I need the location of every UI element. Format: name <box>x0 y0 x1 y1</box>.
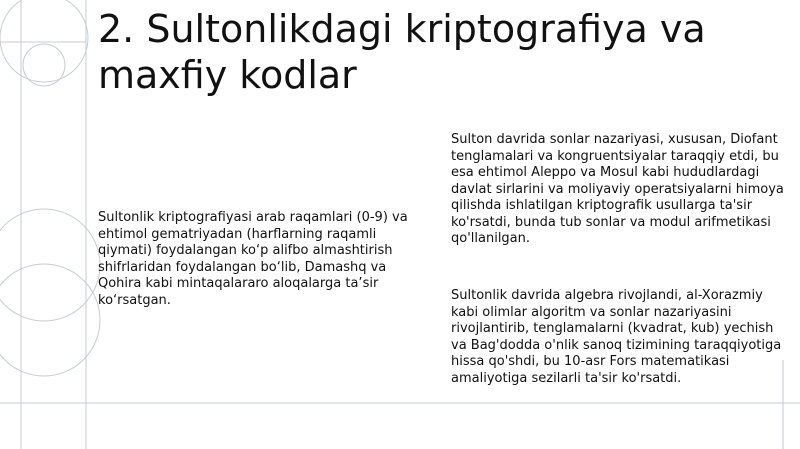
slide-title: 2. Sultonlikdagi kriptografiya va maxfiy kodlar <box>98 7 706 97</box>
decor-circle <box>0 209 100 321</box>
right-paragraph-2: Sultonlik davrida algebra rivojlandi, al-Xorazmiy kabi olimlar algoritm va sonlar nazariyasini rivojlantirib, tenglamalarni (kvadrat, kub) yechish va Bag'dodda o'nlik sanoq tizimining taraqqiyotiga hissa qo'shdi, bu 10-asr Fors matematikasi amaliyotiga sezilarli ta'sir ko'rsatdi. <box>451 288 782 386</box>
left-paragraph: Sultonlik kriptografiyasi arab raqamlari (0-9) va ehtimol gematriyadan (harflarning raqamli qiymati) foydalangan ko‘p alifbo almashtirish shifrlaridan foydalangan bo‘lib, Damashq va Qohira kabi mintaqalararo aloqalarga ta’sir ko‘rsatgan. <box>98 210 408 308</box>
decor-circle <box>0 264 100 376</box>
right-paragraph-1: Sulton davrida sonlar nazariyasi, xususan, Diofant tenglamalari va kongruentsiyalar taraqqiy etdi, bu esa ehtimol Aleppo va Mosul kabi hududlardagi davlat sirlarini va moliyaviy operatsiyalarni himoya qilishda ishlatilgan kriptografik usullarga ta'sir ko'rsatdi, bunda tub sonlar va modul arifmetikasi qo'llanilgan. <box>451 132 784 246</box>
decor-circle <box>23 44 65 86</box>
decor-circle <box>0 0 88 82</box>
